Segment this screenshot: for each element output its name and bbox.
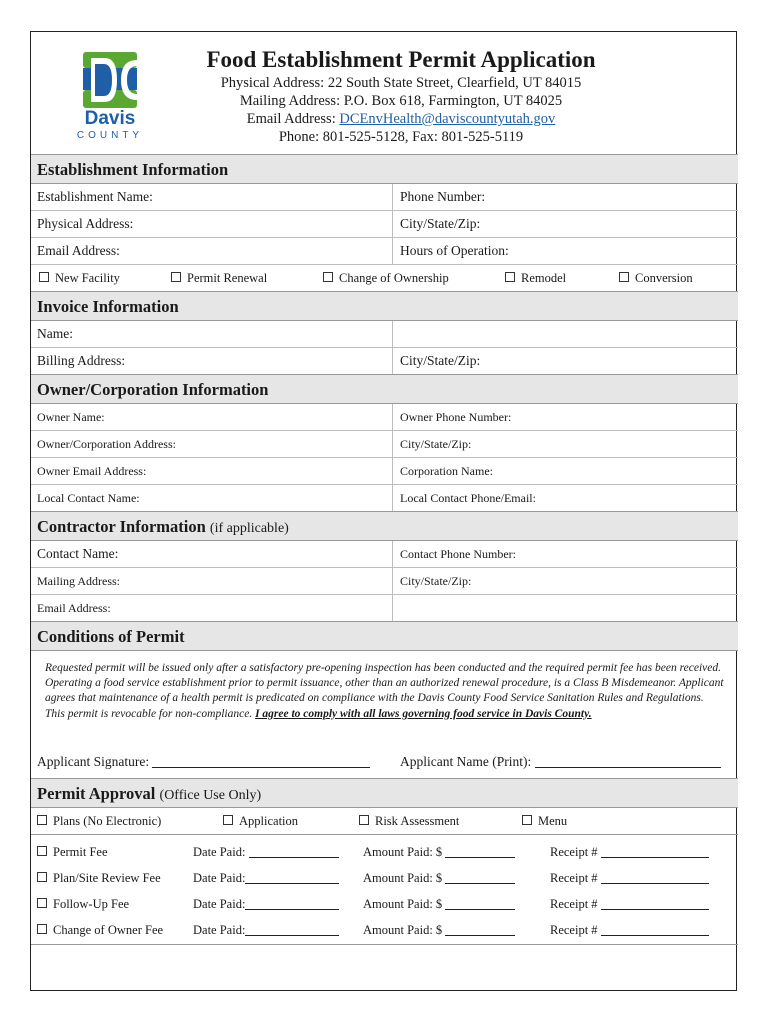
title-block [181, 46, 621, 146]
permit-type-row [31, 265, 738, 292]
section-title: Contractor Information (if applicable) [37, 517, 289, 536]
checkbox-risk-assessment[interactable]: Risk Assessment [359, 814, 459, 829]
email-address-field[interactable]: Email Address: [31, 238, 393, 264]
city-state-zip-field[interactable]: City/State/Zip: [400, 216, 481, 231]
checkbox-follow-up-fee[interactable]: Follow-Up Fee [37, 897, 129, 912]
phone-number-field[interactable]: Phone Number: [400, 189, 486, 204]
form-row [31, 541, 738, 568]
checkbox-icon [619, 272, 629, 282]
form-row [31, 568, 738, 595]
permit-form [30, 31, 737, 991]
receipt-field[interactable]: Receipt # [550, 845, 709, 860]
form-row [31, 595, 738, 622]
amount-paid-field[interactable]: Amount Paid: $ [363, 845, 515, 860]
checkbox-new-facility[interactable]: New Facility [39, 271, 120, 286]
form-row [31, 485, 738, 512]
amount-paid-field[interactable]: Amount Paid: $ [363, 871, 515, 886]
davis-county-logo [71, 50, 149, 140]
checkbox-icon [522, 815, 532, 825]
receipt-field[interactable]: Receipt # [550, 897, 709, 912]
checkbox-icon [37, 872, 47, 882]
checkbox-icon [37, 898, 47, 908]
fee-row-change-of-owner [31, 918, 738, 944]
phone-line: Phone: 801-525-5128, Fax: 801-525-5119 [278, 129, 524, 145]
owner-name-field[interactable]: Owner Name: [31, 404, 393, 430]
name-line [535, 767, 721, 768]
amount-paid-field[interactable]: Amount Paid: $ [363, 923, 515, 938]
section-invoice [31, 291, 738, 321]
applicant-signature-field[interactable]: Applicant Signature: [37, 754, 370, 770]
hours-of-operation-field[interactable]: Hours of Operation: [400, 243, 509, 258]
checkbox-menu[interactable]: Menu [522, 814, 567, 829]
form-row [31, 238, 738, 265]
checkbox-conversion[interactable]: Conversion [619, 271, 693, 286]
date-paid-field[interactable]: Date Paid: [193, 845, 339, 860]
section-owner [31, 374, 738, 404]
mailing-address: Mailing Address: P.O. Box 618, Farmington, UT 84025 [239, 93, 563, 109]
divider [31, 944, 738, 945]
section-note: (if applicable) [209, 521, 289, 536]
applicant-name-field[interactable]: Applicant Name (Print): [400, 754, 721, 770]
conditions-text: Requested permit will be issued only after a satisfactory pre-opening inspection has been conducted and the required permit fee has been received. Operating a food service establishment prior to permit issuance, other than an authorized renewal procedure, is a Class B Misdemeanor. Applicant agrees that maintenance of a health permit is predicated on compliance with the Davis County Food Service Sanitation Rules and Regulations. This permit is revocable for non-compliance. I agree to comply with all laws governing food service in Davis County. [45, 662, 724, 720]
section-title: Invoice Information [37, 297, 179, 316]
contractor-mailing-address-field[interactable]: Mailing Address: [31, 568, 393, 594]
section-title: Establishment Information [37, 160, 229, 179]
local-contact-name-field[interactable]: Local Contact Name: [31, 485, 393, 511]
checkbox-icon [505, 272, 515, 282]
form-row [31, 348, 738, 375]
contact-name-field[interactable]: Contact Name: [31, 541, 393, 567]
physical-address-field[interactable]: Physical Address: [31, 211, 393, 237]
form-row [31, 458, 738, 485]
section-note: (Office Use Only) [159, 788, 262, 803]
section-title: Conditions of Permit [37, 627, 185, 646]
establishment-name-field[interactable]: Establishment Name: [31, 184, 393, 210]
checkbox-icon [37, 924, 47, 934]
form-row [31, 321, 738, 348]
email-label: Email Address: [246, 111, 340, 127]
checkbox-icon [39, 272, 49, 282]
form-row [31, 211, 738, 238]
checkbox-icon [171, 272, 181, 282]
checkbox-permit-fee[interactable]: Permit Fee [37, 845, 108, 860]
owner-email-field[interactable]: Owner Email Address: [31, 458, 393, 484]
section-title: Owner/Corporation Information [37, 380, 269, 399]
form-row [31, 184, 738, 211]
email-link[interactable]: DCEnvHealth@daviscountyutah.gov [339, 111, 556, 127]
approval-checks-row [31, 808, 738, 835]
checkbox-icon [223, 815, 233, 825]
date-paid-field[interactable]: Date Paid: [193, 871, 339, 886]
checkbox-remodel[interactable]: Remodel [505, 271, 566, 286]
section-conditions [31, 621, 738, 651]
invoice-blank-field[interactable] [393, 321, 738, 347]
corporation-name-field[interactable]: Corporation Name: [400, 464, 493, 478]
corp-address-field[interactable]: Owner/Corporation Address: [31, 431, 393, 457]
checkbox-plan-site-review-fee[interactable]: Plan/Site Review Fee [37, 871, 161, 886]
owner-phone-field[interactable]: Owner Phone Number: [400, 410, 512, 424]
section-title: Permit Approval (Office Use Only) [37, 784, 262, 803]
form-row [31, 404, 738, 431]
checkbox-plans[interactable]: Plans (No Electronic) [37, 814, 161, 829]
physical-address: Physical Address: 22 South State Street, Clearfield, UT 84015 [220, 75, 582, 91]
invoice-city-state-zip-field[interactable]: City/State/Zip: [400, 353, 481, 368]
form-header [31, 32, 738, 154]
date-paid-field[interactable]: Date Paid: [193, 923, 339, 938]
section-establishment [31, 154, 738, 184]
contractor-email-field[interactable]: Email Address: [31, 595, 393, 621]
receipt-field[interactable]: Receipt # [550, 871, 709, 886]
logo-word: Davis [84, 108, 136, 129]
checkbox-icon [323, 272, 333, 282]
amount-paid-field[interactable]: Amount Paid: $ [363, 897, 515, 912]
section-approval [31, 778, 738, 808]
checkbox-change-of-owner-fee[interactable]: Change of Owner Fee [37, 923, 163, 938]
fee-row-permit [31, 840, 738, 866]
fee-row-plan-review [31, 866, 738, 892]
invoice-name-field[interactable]: Name: [31, 321, 393, 347]
agreement-statement: I agree to comply with all laws governing food service in Davis County. [255, 707, 592, 720]
checkbox-permit-renewal[interactable]: Permit Renewal [171, 271, 267, 286]
local-contact-phone-field[interactable]: Local Contact Phone/Email: [400, 491, 536, 505]
page-title: Food Establishment Permit Application [206, 47, 596, 72]
checkbox-icon [37, 815, 47, 825]
date-paid-field[interactable]: Date Paid: [193, 897, 339, 912]
receipt-field[interactable]: Receipt # [550, 923, 709, 938]
dc-logo-mark [71, 50, 149, 110]
contact-phone-field[interactable]: Contact Phone Number: [400, 547, 516, 561]
signature-line [152, 767, 370, 768]
email-line [181, 110, 621, 128]
contractor-blank-field[interactable] [393, 595, 738, 621]
checkbox-icon [37, 846, 47, 856]
section-contractor [31, 511, 738, 541]
contractor-city-state-zip-field[interactable]: City/State/Zip: [400, 574, 472, 588]
checkbox-change-of-ownership[interactable]: Change of Ownership [323, 271, 449, 286]
form-row [31, 431, 738, 458]
logo-county: COUNTY [76, 130, 144, 141]
checkbox-icon [359, 815, 369, 825]
checkbox-application[interactable]: Application [223, 814, 298, 829]
owner-city-state-zip-field[interactable]: City/State/Zip: [400, 437, 472, 451]
fee-row-follow-up [31, 892, 738, 918]
billing-address-field[interactable]: Billing Address: [31, 348, 393, 374]
